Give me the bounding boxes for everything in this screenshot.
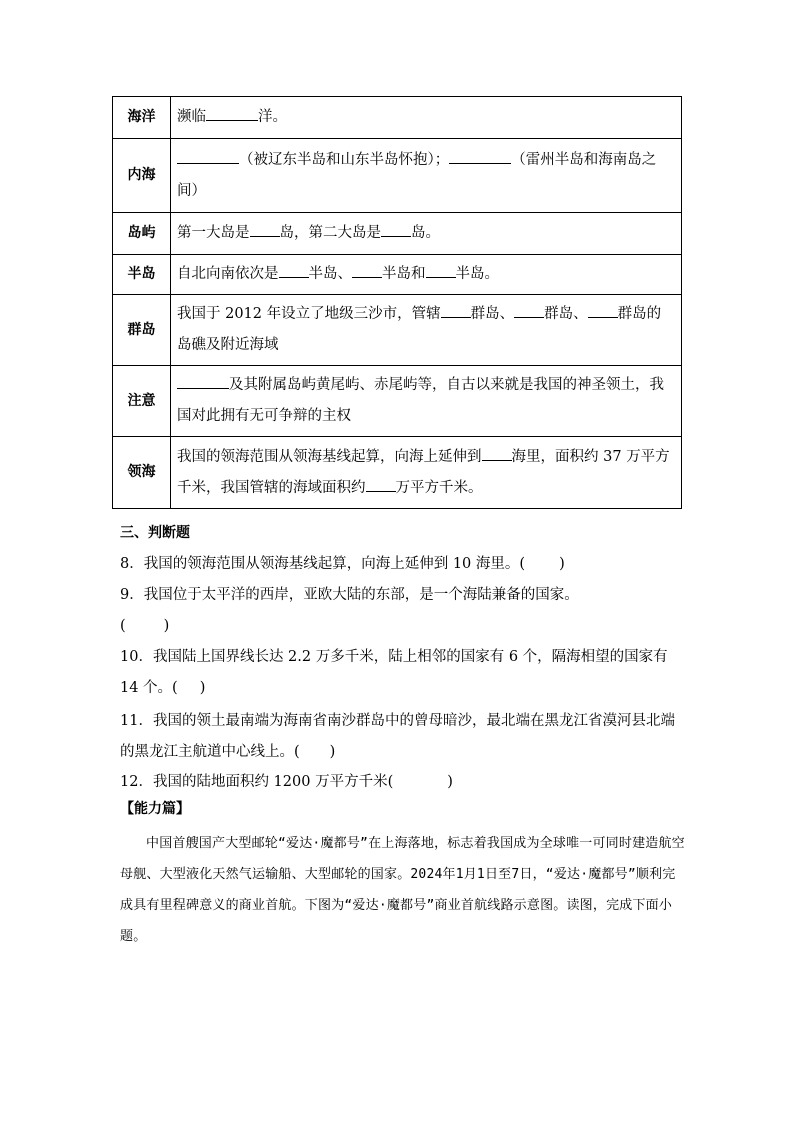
text: 岛。 (411, 225, 440, 241)
table-row (113, 295, 682, 366)
paren-close: ) (329, 744, 336, 760)
row-content (171, 97, 682, 139)
question-text: 11．我国的领土最南端为海南省南沙群岛中的曾母暗沙，最北端在黑龙江省漠河县北端的黑龙江主航道中心线上。( (120, 713, 675, 760)
paren-close: ) (199, 680, 206, 696)
text: 半岛、 (308, 266, 352, 282)
text: 群岛、 (470, 306, 515, 322)
text: 万平方千米。 (395, 479, 483, 496)
geography-fill-table (112, 96, 682, 509)
text: 海里，面积约 37 万平方千米，我国管辖的海域面积约 (177, 448, 670, 496)
text: 洋。 (258, 109, 287, 125)
row-header: 海洋 (113, 97, 171, 139)
row-content (171, 139, 682, 213)
fill-blank[interactable] (250, 220, 280, 237)
fill-blank[interactable] (588, 301, 618, 318)
text: 第一大岛是 (177, 225, 250, 241)
text: 群岛、 (544, 306, 588, 322)
row-header: 岛屿 (113, 213, 171, 255)
row-content (171, 366, 682, 437)
table-row (113, 97, 682, 139)
text: 岛，第二大岛是 (279, 225, 381, 241)
text: 群岛的岛礁及附近海域 (177, 306, 662, 353)
fill-blank[interactable] (366, 475, 396, 492)
section-title: 三、判断题 (120, 525, 190, 541)
row-header: 注意 (113, 366, 171, 437)
question-12 (120, 767, 685, 798)
text: 及其附属岛屿黄尾屿、赤尾屿等，自古以来就是我国的神圣领土，我国对此拥有无可争辩的主权 (177, 377, 664, 424)
fill-blank[interactable] (449, 147, 511, 164)
paren-open: ( (120, 618, 126, 634)
question-9 (120, 580, 685, 642)
row-content (171, 255, 682, 295)
row-content (171, 437, 682, 509)
question-text: 8．我国的领海范围从领海基线起算，向海上延伸到 10 海里。( (120, 556, 526, 572)
question-8 (120, 549, 685, 580)
fill-blank[interactable] (514, 301, 544, 318)
fill-blank[interactable] (352, 261, 382, 278)
reading-passage: 中国首艘国产大型邮轮“爱达·魔都号”在上海落地，标志着我国成为全球唯一可同时建造航空母舰、大型液化天然气运输船、大型邮轮的国家。2024年1月1日至7日，“爱达·魔都号”顺利完成具有里程碑意义的商业首航。下图为“爱达·魔都号”商业首航线路示意图。读图，完成下面小题。 (120, 836, 685, 944)
row-content (171, 213, 682, 255)
paren-close: ) (447, 774, 453, 790)
text: 濒临 (177, 109, 206, 125)
row-header: 半岛 (113, 255, 171, 295)
row-header: 群岛 (113, 295, 171, 366)
text: 我国的领海范围从领海基线起算，向海上延伸到 (177, 448, 482, 465)
fill-blank[interactable] (426, 261, 456, 278)
row-header: 领海 (113, 437, 171, 509)
text: （雷州半岛和海南岛之间） (177, 151, 657, 199)
fill-blank[interactable] (177, 147, 239, 164)
fill-blank[interactable] (177, 372, 229, 389)
question-text: 12．我国的陆地面积约 1200 万平方千米( (120, 774, 394, 790)
text: 我国于 2012 年设立了地级三沙市，管辖 (177, 306, 441, 322)
fill-blank[interactable] (381, 220, 411, 237)
paren-close: ) (559, 556, 565, 572)
fill-blank[interactable] (279, 261, 309, 278)
table-row (113, 366, 682, 437)
text: 半岛。 (455, 266, 499, 282)
fill-blank[interactable] (482, 444, 512, 461)
question-text: 9．我国位于太平洋的西岸，亚欧大陆的东部，是一个海陆兼备的国家。 (120, 587, 579, 603)
text: （被辽东半岛和山东半岛怀抱）； (239, 151, 450, 168)
table-row (113, 437, 682, 509)
row-header: 内海 (113, 139, 171, 213)
question-text: 10．我国陆上国界线长达 2.2 万多千米，陆上相邻的国家有 6 个，隔海相望的国家有 14 个。( (120, 649, 668, 696)
question-11 (120, 706, 685, 768)
table-row (113, 255, 682, 295)
paren-close: ) (163, 618, 170, 634)
fill-blank[interactable] (206, 104, 258, 121)
text: 半岛和 (382, 266, 426, 282)
question-10 (120, 642, 685, 704)
row-content (171, 295, 682, 366)
fill-blank[interactable] (441, 301, 471, 318)
ability-section-title: 【能力篇】 (120, 801, 190, 817)
table-row (113, 139, 682, 213)
text: 自北向南依次是 (177, 266, 279, 282)
table-row (113, 213, 682, 255)
